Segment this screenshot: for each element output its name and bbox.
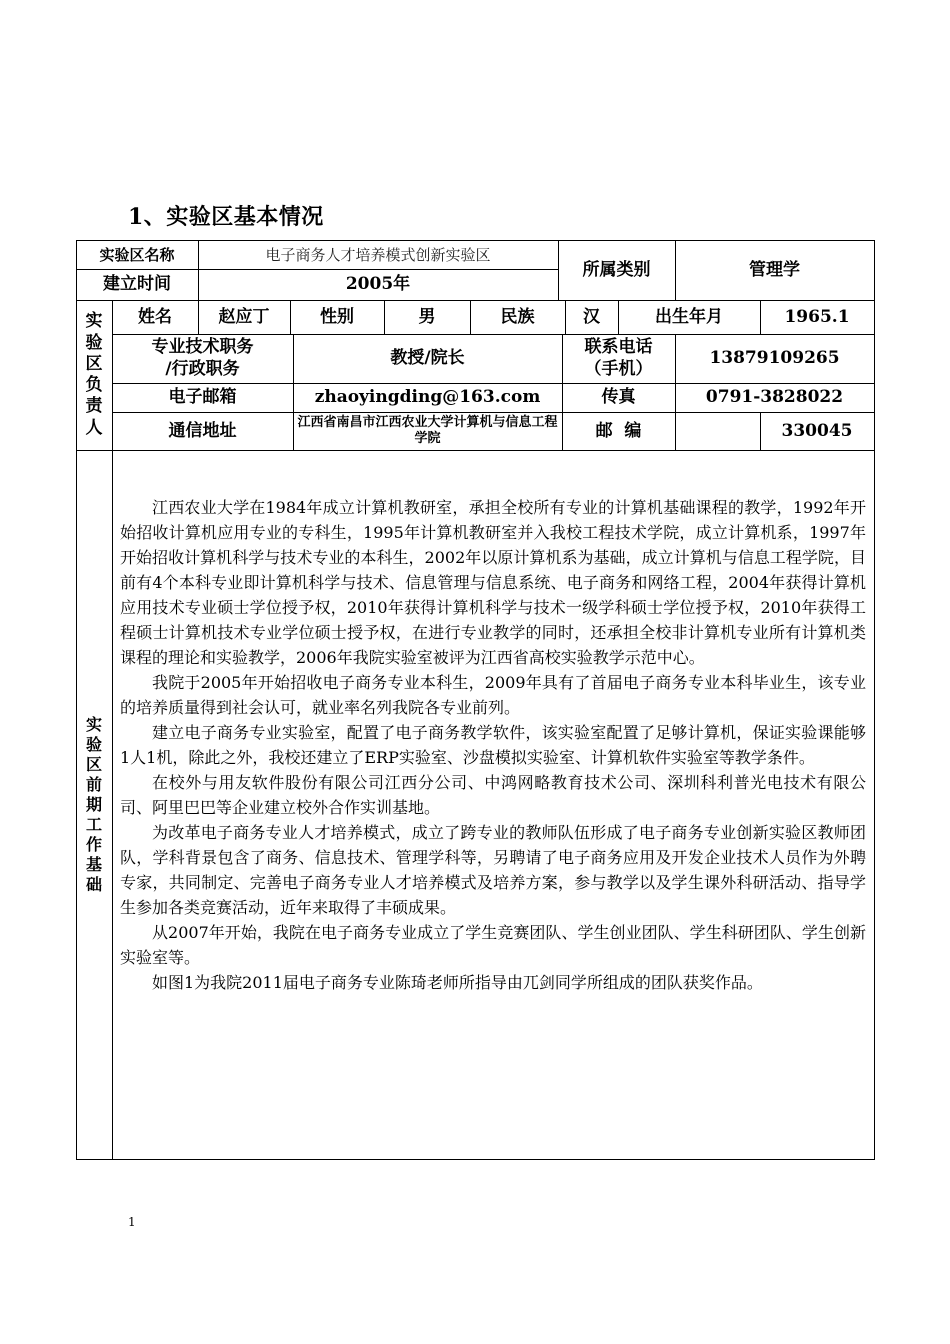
postcode-value: 330045 — [781, 420, 853, 441]
gender-label: 性别 — [320, 306, 354, 327]
paragraph: 建立电子商务专业实验室，配置了电子商务教学软件，该实验室配置了足够计算机，保证实验课能够1人1机，除此之外，我校还建立了ERP实验室、沙盘模拟实验室、计算机软件实验室等教学条件。 — [120, 723, 866, 767]
paragraph: 为改革电子商务专业人才培养模式，成立了跨专业的教师队伍形成了电子商务专业创新实验区教师团队，学科背景包含了商务、信息技术、管理学科等，另聘请了电子商务应用及开发企业技术人员作为外聘专家，共同制定、完善电子商务专业人才培养模式及培养方案，参与教学以及学生课外科研活动、指导学生参加各类竞赛活动，近年来取得了丰硕成果。 — [120, 823, 866, 917]
phone-value: 13879109265 — [709, 348, 840, 369]
paragraph: 从2007年开始，我院在电子商务专业成立了学生竞赛团队、学生创业团队、学生科研团队、学生创新实验室等。 — [120, 923, 866, 967]
paragraph: 在校外与用友软件股份有限公司江西分公司、中鸿网略教育技术公司、深圳科利普光电技术有限公司、阿里巴巴等企业建立校外合作实训基地。 — [120, 773, 866, 817]
ethnicity-value: 汉 — [583, 306, 600, 327]
birth-label: 出生年月 — [655, 306, 723, 327]
paragraph: 我院于2005年开始招收电子商务专业本科生，2009年具有了首届电子商务专业本科毕业生，该专业的培养质量得到社会认可，就业率名列我院各专业前列。 — [120, 673, 866, 717]
lab-name-value: 电子商务人才培养模式创新实验区 — [265, 245, 491, 264]
ethnicity-label: 民族 — [500, 306, 535, 327]
title-value: 教授/院长 — [390, 348, 465, 369]
established-time-label: 建立时间 — [103, 274, 171, 295]
work-foundation-side-label: 实 验 区 前 期 工 作 基 础 — [85, 715, 102, 894]
phone-label: 联系电话 （手机） — [584, 337, 653, 379]
page-number: 1 — [128, 1215, 136, 1229]
established-time-value: 2005年 — [345, 274, 411, 295]
leader-side-label: 实 验 区 负 责 人 — [85, 311, 103, 438]
paragraph: 如图1为我院2011届电子商务专业陈琦老师所指导由兀剑同学所组成的团队获奖作品。 — [152, 973, 763, 992]
section-heading: 1、实验区基本情况 — [128, 204, 324, 230]
lab-name-label: 实验区名称 — [99, 245, 175, 264]
person-name-value: 赵应丁 — [218, 306, 270, 327]
birth-value: 1965.1 — [784, 306, 850, 327]
email-value: zhaoyingding@163.com — [314, 387, 541, 408]
address-value: 江西省南昌市江西农业大学计算机与信息工程学院 — [297, 415, 558, 446]
postcode-label: 邮 编 — [595, 420, 642, 441]
person-name-label: 姓名 — [138, 306, 172, 327]
title-label: 专业技术职务 /行政职务 — [151, 337, 254, 379]
fax-label: 传真 — [601, 387, 636, 408]
paragraph: 江西农业大学在1984年成立计算机教研室，承担全校所有专业的计算机基础课程的教学，1992年开始招收计算机应用专业的专科生，1995年计算机教研室并入我校工程技术学院，成立计算机系，1997年开始招收计算机科学与技术专业的本科生，2002年以原计算机系为基础，成立计算机与信息工程学院，目前有4个本科专业即计算机科学与技术、信息管理与信息系统、电子商务和网络工程，2004年获得计算机应用技术专业硕士学位授予权，2010年获得计算机科学与技术一级学科硕士学位授予权，2010年获得工程硕士计算机技术专业学位硕士授予权，在进行专业教学的同时，还承担全校非计算机专业所有计算机类课程的理论和实验教学，2006年我院实验室被评为江西省高校实验教学示范中心。 — [120, 498, 866, 667]
category-value: 管理学 — [749, 259, 800, 280]
email-label: 电子邮箱 — [168, 387, 237, 408]
fax-value: 0791-3828022 — [705, 387, 844, 408]
category-label: 所属类别 — [582, 259, 651, 280]
work-foundation-text — [120, 495, 866, 995]
gender-value: 男 — [418, 306, 436, 327]
address-label: 通信地址 — [168, 420, 237, 441]
